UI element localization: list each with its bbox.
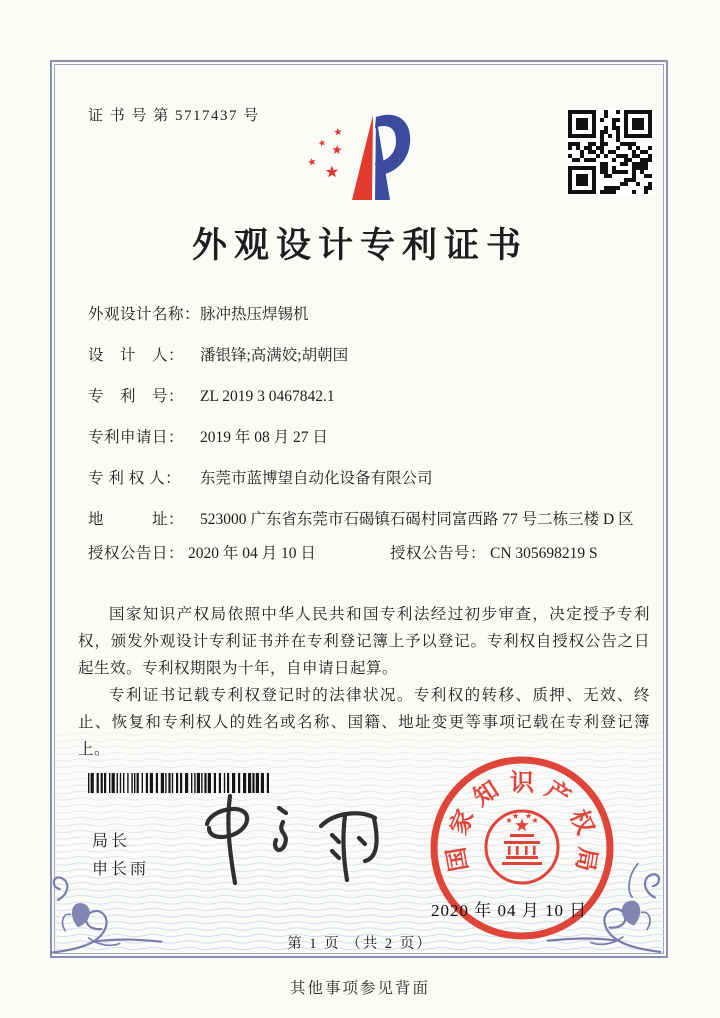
signature-stroke — [332, 835, 365, 858]
svg-text:家: 家 — [446, 806, 480, 839]
field-value: 脉冲热压焊锡机 — [200, 306, 309, 323]
field-value: ZL 2019 3 0467842.1 — [200, 388, 335, 405]
svg-text:国: 国 — [443, 845, 474, 874]
field-label: 授权公告日： — [88, 545, 185, 562]
field-value: 东莞市蓝博望自动化设备有限公司 — [200, 470, 433, 487]
svg-text:局: 局 — [570, 845, 601, 874]
grant-date-pair — [88, 542, 390, 566]
field-patentee — [88, 467, 650, 491]
certificate-fields — [88, 303, 650, 583]
svg-text:产: 产 — [540, 776, 575, 812]
field-designers — [88, 344, 650, 368]
logo-stars — [308, 128, 342, 177]
legal-paragraph-2: 专利证书记载专利权登记时的法律状况。专利权的转移、质押、无效、终止、恢复和专利权人的姓名或名称、国籍、地址变更等事项记载在专利登记簿上。 — [78, 687, 650, 758]
seal-date: 2020 年 04 月 10 日 — [431, 901, 588, 920]
field-value: 2019 年 08 月 27 日 — [200, 429, 328, 446]
field-label: 专 利 权 人： — [88, 470, 182, 487]
field-grant-row — [88, 542, 650, 566]
signature-stroke — [279, 808, 286, 813]
logo-red-cone — [352, 115, 373, 200]
signature-stroke — [365, 818, 377, 861]
director-signature — [175, 788, 405, 893]
field-label: 授权公告号： — [390, 545, 487, 562]
field-label: 地 址： — [88, 511, 185, 528]
signature-stroke — [344, 816, 347, 880]
signature-stroke — [321, 813, 375, 826]
qr-code — [567, 109, 653, 195]
director-name: 申长雨 — [92, 861, 150, 878]
field-label: 专利申请日： — [88, 429, 185, 446]
field-value: 潘银锋;高满姣;胡朝国 — [200, 347, 349, 364]
field-design-name — [88, 303, 650, 327]
field-address — [88, 508, 650, 532]
logo-blue-bar — [375, 115, 390, 200]
svg-text:权: 权 — [564, 806, 598, 839]
legal-paragraph-1: 国家知识产权局依照中华人民共和国专利法经过初步审查，决定授予专利权，颁发外观设计专利证书并在专利登记簿上予以登记。专利权自授权公告之日起生效。专利权期限为十年，自申请日起算。 — [78, 606, 650, 677]
field-label: 设 计 人： — [88, 347, 185, 364]
field-value: 523000 广东省东莞市石碣镇石碣村同富西路 77 号二栋三楼 D 区 — [200, 511, 634, 528]
legal-text — [78, 601, 650, 763]
svg-text:识: 识 — [510, 770, 534, 797]
field-value: 2020 年 04 月 10 日 — [188, 545, 316, 562]
grant-number-pair — [390, 542, 598, 566]
field-label: 专 利 号： — [88, 388, 185, 405]
director-title: 局长 — [92, 833, 131, 850]
signature-stroke — [275, 822, 286, 850]
field-label: 外观设计名称： — [88, 306, 201, 323]
page-number: 第 1 页 （共 2 页） — [287, 936, 433, 952]
field-filing-date — [88, 426, 650, 450]
field-patent-number — [88, 385, 650, 409]
svg-text:知: 知 — [469, 776, 504, 812]
certificate-number: 证 书 号 第 5717437 号 — [88, 108, 260, 124]
back-side-note: 其他事项参见背面 — [289, 980, 430, 997]
field-value: CN 305698219 S — [490, 545, 598, 562]
cnipa-logo-icon — [296, 101, 436, 209]
certificate-title: 外观设计专利证书 — [191, 226, 528, 265]
